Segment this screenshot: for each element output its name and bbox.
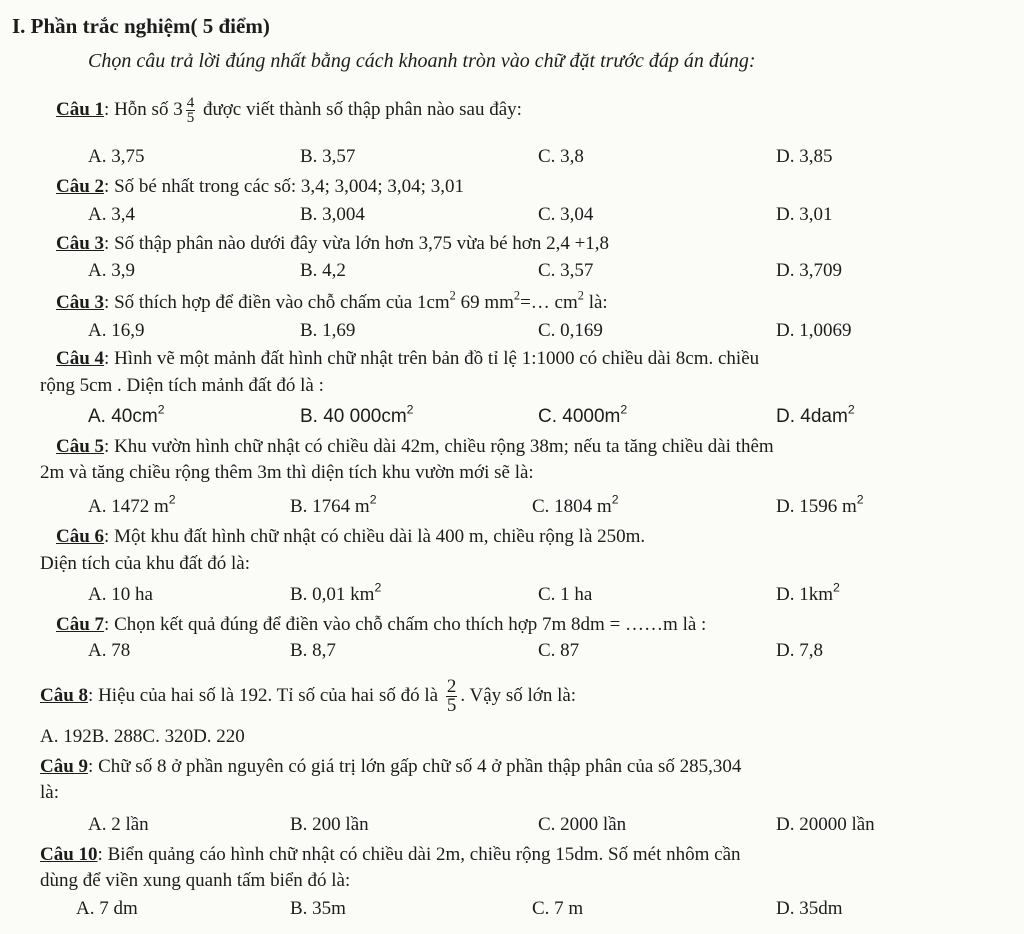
option-d[interactable]: D. 7,8 [776,640,823,661]
option-d[interactable]: D. 35dm [776,898,843,919]
option-a[interactable]: A. 2 lần [88,814,149,835]
option-a[interactable]: A. 3,75 [88,146,145,167]
ratio-fraction: $\frac{2}{5}$ [446,676,457,716]
option-c[interactable]: C. 3,57 [538,260,594,281]
question-2: Câu 2: Số bé nhất trong các số: 3,4; 3,004; 3,04; 3,01 [56,176,464,197]
question-3: Câu 3: Số thập phân nào dưới đây vừa lớn hơn 3,75 vừa bé hơn 2,4 +1,8 [56,233,610,254]
question-7: Câu 7: Chọn kết quả đúng để điền vào chỗ chấm cho thích hợp 7m 8dm = ……m là : [56,614,707,635]
question-label: Câu 10 [40,844,98,865]
question-1: Câu 1: Hỗn số 3 $\frac{4}{5}$ được viết thành số thập phân nào sau đây: [56,95,522,126]
option-d[interactable]: D. 1596 $m^2$ [776,492,864,517]
question-10-line2: dùng để viền xung quanh tấm biển đó là: [40,870,351,891]
question-label: Câu 2 [56,176,105,197]
options-inline[interactable]: A. 192B. 288C. 320D. 220 [40,726,245,747]
question-label: Câu 3 [56,292,105,313]
question-8: Câu 8: Hiệu của hai số là 192. Tỉ số của hai số đó là $\frac{2}{5}$ . Vậy số lớn là: [40,676,577,716]
question-label: Câu 3 [56,233,105,254]
option-c[interactable]: C. 87 [538,640,580,661]
option-c[interactable]: C. 2000 lần [538,814,627,835]
option-d[interactable]: D. 4dam$^2$ [776,402,855,427]
question-label: Câu 6 [56,526,105,547]
question-5-line2: 2m và tăng chiều rộng thêm 3m thì diện tích khu vườn mới sẽ là: [40,462,534,483]
question-label: Câu 1 [56,98,105,120]
option-c[interactable]: C. 3,04 [538,204,594,225]
option-c[interactable]: C. $4000m^2$ [538,402,628,427]
question-6-line2: Diện tích của khu đất đó là: [40,553,250,574]
question-label: Câu 8 [40,684,89,706]
option-b[interactable]: B. 1764 $m^2$ [290,492,377,517]
question-6: Câu 6: Một khu đất hình chữ nhật có chiều dài là 400 m, chiều rộng là 250m. [56,526,646,547]
question-4-line2: rộng 5cm . Diện tích mảnh đất đó là : [40,375,324,396]
option-b[interactable]: B. 0,01 $km^2$ [290,580,382,605]
option-d[interactable]: D. 20000 lần [776,814,875,835]
option-a[interactable]: A. 7 dm [76,898,138,919]
option-c[interactable]: C. 0,169 [538,320,603,341]
option-a[interactable]: A. 3,9 [88,260,135,281]
option-c[interactable]: C. 1 ha [538,584,593,605]
option-d[interactable]: D. 1,0069 [776,320,852,341]
instruction: Chọn câu trả lời đúng nhất bằng cách khoanh tròn vào chữ đặt trước đáp án đúng: [88,50,756,72]
option-d[interactable]: D. $1km^2$ [776,580,840,605]
question-9-line2: là: [40,782,59,803]
question-label: Câu 4 [56,348,105,369]
question-label: Câu 9 [40,756,89,777]
option-c[interactable]: C. 7 m [532,898,584,919]
option-b[interactable]: B. 3,004 [300,204,365,225]
section-title: I. Phần trắc nghiệm( 5 điểm) [12,14,270,38]
option-a[interactable]: A. $40cm^2$ [88,402,165,427]
question-10: Câu 10: Biển quảng cáo hình chữ nhật có chiều dài 2m, chiều rộng 15dm. Số mét nhôm cần [40,844,741,865]
option-a[interactable]: A. 3,4 [88,204,135,225]
question-label: Câu 5 [56,436,105,457]
question-9: Câu 9: Chữ số 8 ở phần nguyên có giá trị lớn gấp chữ số 4 ở phần thập phân của số 285,304 [40,756,742,777]
question-5: Câu 5: Khu vườn hình chữ nhật có chiều dài 42m, chiều rộng 38m; nếu ta tăng chiều dài thêm [56,436,774,457]
option-a[interactable]: A. 16,9 [88,320,145,341]
option-c[interactable]: C. 3,8 [538,146,584,167]
option-b[interactable]: B. 35m [290,898,346,919]
option-b[interactable]: B. 1,69 [300,320,356,341]
option-b[interactable]: B. 200 lần [290,814,369,835]
question-3b: Câu 3: Số thích hợp để điền vào chỗ chấm của $1cm^2$ 69 $mm^2=\dots$ $cm^2$ là: [56,288,608,313]
option-a[interactable]: A. 78 [88,640,131,661]
question-4: Câu 4: Hình vẽ một mảnh đất hình chữ nhật trên bản đồ tỉ lệ 1:1000 có chiều dài 8cm. chiều [56,348,760,369]
option-d[interactable]: D. 3,01 [776,204,833,225]
option-d[interactable]: D. 3,709 [776,260,842,281]
mixed-fraction: $\frac{4}{5}$ [186,95,195,126]
option-a[interactable]: A. 10 ha [88,584,153,605]
option-d[interactable]: D. 3,85 [776,146,833,167]
option-b[interactable]: B. 4,2 [300,260,346,281]
question-label: Câu 7 [56,614,105,635]
option-b[interactable]: B. 40 $000cm^2$ [300,402,414,427]
option-a[interactable]: A. 1472 $m^2$ [88,492,176,517]
option-c[interactable]: C. 1804 $m^2$ [532,492,619,517]
option-b[interactable]: B. 3,57 [300,146,356,167]
option-b[interactable]: B. 8,7 [290,640,336,661]
